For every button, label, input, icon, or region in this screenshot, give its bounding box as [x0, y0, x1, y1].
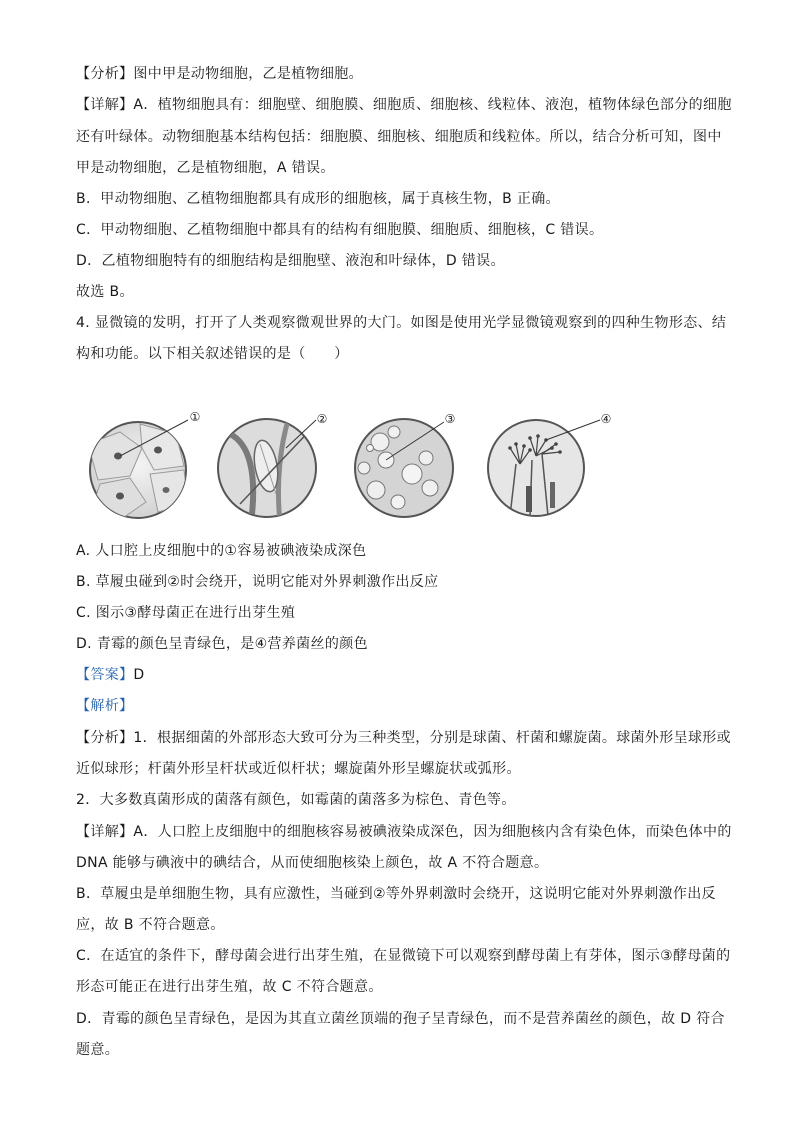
- option-a: A. 人口腔上皮细胞中的①容易被碘液染成深色: [76, 543, 367, 559]
- detail-tag: 【详解】: [76, 97, 134, 113]
- marker-4: [601, 412, 612, 426]
- explanation-heading: 【解析】: [76, 698, 134, 714]
- analysis-line: 近似球形；杆菌外形呈杆状或近似杆状；螺旋菌外形呈螺旋状或弧形。: [76, 761, 521, 777]
- analysis-tag: 【分析】: [76, 730, 134, 746]
- option-d: D. 青霉的颜色呈青绿色，是④营养菌丝的颜色: [76, 636, 368, 652]
- svg-text:②: ②: [316, 412, 328, 426]
- analysis-text: 1．根据细菌的外部形态大致可分为三种类型，分别是球菌、杆菌和螺旋菌。球菌外形呈球形或: [133, 730, 732, 746]
- svg-text:③: ③: [444, 412, 456, 426]
- option-c: C. 图示③酵母菌正在进行出芽生殖: [76, 605, 296, 621]
- paramecium-micrograph: [218, 414, 316, 522]
- detail-line: [76, 822, 732, 842]
- detail-text: A．人口腔上皮细胞中的细胞核容易被碘液染成深色，因为细胞核内含有染色体，而染色体中的: [133, 824, 732, 840]
- marker-2: [317, 412, 328, 426]
- marker-3: [445, 412, 456, 426]
- detail-line: B．草履虫是单细胞生物，具有应激性，当碰到②等外界刺激时会绕开，这说明它能对外界刺激作出反: [76, 886, 716, 902]
- question-stem: 4. 显微镜的发明，打开了人类观察微观世界的大门。如图是使用光学显微镜观察到的四种生物形态、结: [76, 315, 727, 331]
- epithelial-cells-micrograph: [88, 420, 188, 520]
- penicillium-micrograph: [488, 420, 600, 516]
- detail-tag: 【详解】: [76, 824, 134, 840]
- detail-line: 题意。: [76, 1042, 120, 1058]
- analysis-tag: 【分析】: [76, 66, 134, 82]
- detail-text: A．植物细胞具有：细胞壁、细胞膜、细胞质、细胞核、线粒体、液泡，植物体绿色部分的细胞: [133, 97, 732, 113]
- answer-tag: 【答案】: [76, 667, 134, 683]
- detail-option-b: B．甲动物细胞、乙植物细胞都具有成形的细胞核，属于真核生物，B 正确。: [76, 191, 560, 207]
- detail-line: [76, 95, 732, 115]
- yeast-micrograph: [355, 419, 453, 517]
- micrograph-panels: [80, 404, 640, 522]
- detail-line: 甲是动物细胞，乙是植物细胞，A 错误。: [76, 160, 335, 176]
- detail-line: 形态可能正在进行出芽生殖，故 C 不符合题意。: [76, 979, 383, 995]
- answer-value: D: [133, 667, 145, 683]
- marker-1: [190, 410, 201, 424]
- svg-text:④: ④: [600, 412, 612, 426]
- question-stem: 构和功能。以下相关叙述错误的是（ ）: [76, 346, 349, 362]
- detail-option-c: C．甲动物细胞、乙植物细胞中都具有的结构有细胞膜、细胞质、细胞核，C 错误。: [76, 222, 604, 238]
- analysis-line: 2．大多数真菌形成的菌落有颜色，如霉菌的菌落多为棕色、青色等。: [76, 792, 516, 808]
- detail-line: 应，故 B 不符合题意。: [76, 917, 225, 933]
- detail-line: C．在适宜的条件下，酵母菌会进行出芽生殖，在显微镜下可以观察到酵母菌上有芽体，图示③酵母菌的: [76, 948, 731, 964]
- detail-line: 还有叶绿体。动物细胞基本结构包括：细胞膜、细胞核、细胞质和线粒体。所以，结合分析可知，图中: [76, 129, 722, 145]
- answer-line: [76, 665, 145, 685]
- detail-line: DNA 能够与碘液中的碘结合，从而使细胞核染上颜色，故 A 不符合题意。: [76, 855, 549, 871]
- svg-text:①: ①: [189, 410, 201, 424]
- detail-line: D．青霉的颜色呈青绿色，是因为其直立菌丝顶端的孢子呈青绿色，而不是营养菌丝的颜色，故 D 符合: [76, 1011, 725, 1027]
- detail-option-d: D．乙植物细胞特有的细胞结构是细胞壁、液泡和叶绿体，D 错误。: [76, 253, 505, 269]
- micrograph-figure: [80, 404, 640, 522]
- analysis-text: 图中甲是动物细胞，乙是植物细胞。: [133, 66, 364, 82]
- conclusion: 故选 B。: [76, 284, 134, 300]
- option-b: B. 草履虫碰到②时会绕开，说明它能对外界刺激作出反应: [76, 574, 439, 590]
- analysis-line: [76, 728, 731, 748]
- analysis-paragraph: [76, 64, 363, 84]
